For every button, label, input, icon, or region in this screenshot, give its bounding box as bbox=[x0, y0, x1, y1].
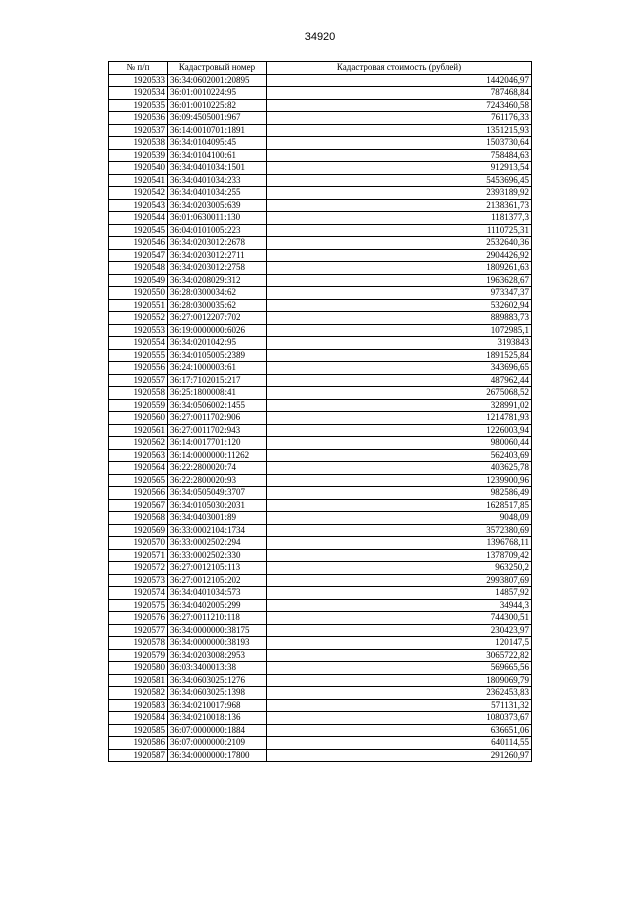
cadastral-number-cell: 36:25:1800008:41 bbox=[168, 387, 267, 400]
cadastral-value-cell: 912913,54 bbox=[267, 162, 532, 175]
table-row bbox=[109, 549, 532, 562]
table-row bbox=[109, 262, 532, 275]
page-number: 34920 bbox=[304, 31, 336, 43]
cadastral-number-cell: 36:24:1000003:61 bbox=[168, 362, 267, 375]
row-number-cell: 1920575 bbox=[109, 599, 168, 612]
cadastral-number-cell: 36:34:0203012:2758 bbox=[168, 262, 267, 275]
cadastral-value-cell: 973347,37 bbox=[267, 287, 532, 300]
cadastral-number-cell: 36:34:0603025:1276 bbox=[168, 674, 267, 687]
cadastral-number-cell: 36:17:7102015:217 bbox=[168, 374, 267, 387]
table-row bbox=[109, 724, 532, 737]
cadastral-value-cell: 1378709,42 bbox=[267, 549, 532, 562]
cadastral-value-cell: 1809069,79 bbox=[267, 674, 532, 687]
cadastral-value-cell: 5453696,45 bbox=[267, 174, 532, 187]
row-number-cell: 1920580 bbox=[109, 662, 168, 675]
table-body bbox=[109, 74, 532, 762]
cadastral-number-cell: 36:34:0203012:2678 bbox=[168, 237, 267, 250]
cadastral-value-cell: 532602,94 bbox=[267, 299, 532, 312]
table-row bbox=[109, 524, 532, 537]
table-row bbox=[109, 124, 532, 137]
cadastral-value-cell: 640114,55 bbox=[267, 737, 532, 750]
table-row bbox=[109, 574, 532, 587]
table-row bbox=[109, 374, 532, 387]
cadastral-value-cell: 487962,44 bbox=[267, 374, 532, 387]
row-number-cell: 1920571 bbox=[109, 549, 168, 562]
cadastral-value-cell: 1181377,3 bbox=[267, 212, 532, 225]
cadastral-number-cell: 36:07:0000000:2109 bbox=[168, 737, 267, 750]
table-row bbox=[109, 437, 532, 450]
table-header bbox=[109, 62, 532, 75]
row-number-cell: 1920561 bbox=[109, 424, 168, 437]
cadastral-number-cell: 36:34:0401034:255 bbox=[168, 187, 267, 200]
row-number-cell: 1920556 bbox=[109, 362, 168, 375]
cadastral-number-cell: 36:03:3400013:38 bbox=[168, 662, 267, 675]
header-cadastral-value: Кадастровая стоимость (рублей) bbox=[267, 62, 532, 75]
cadastral-value-cell: 982586,49 bbox=[267, 487, 532, 500]
table-row bbox=[109, 249, 532, 262]
cadastral-value-cell: 761176,33 bbox=[267, 112, 532, 125]
cadastral-number-cell: 36:28:0300034:62 bbox=[168, 287, 267, 300]
table-row bbox=[109, 74, 532, 87]
cadastral-value-cell: 1442046,97 bbox=[267, 74, 532, 87]
cadastral-value-cell: 1809261,63 bbox=[267, 262, 532, 275]
cadastral-number-cell: 36:14:0000000:11262 bbox=[168, 449, 267, 462]
header-row bbox=[109, 62, 532, 75]
row-number-cell: 1920553 bbox=[109, 324, 168, 337]
cadastral-number-cell: 36:34:0401034:573 bbox=[168, 587, 267, 600]
cadastral-number-cell: 36:34:0000000:38193 bbox=[168, 637, 267, 650]
cadastral-number-cell: 36:34:0506002:1455 bbox=[168, 399, 267, 412]
row-number-cell: 1920576 bbox=[109, 612, 168, 625]
cadastral-number-cell: 36:27:0011702:943 bbox=[168, 424, 267, 437]
cadastral-value-cell: 636651,06 bbox=[267, 724, 532, 737]
cadastral-number-cell: 36:34:0210017:968 bbox=[168, 699, 267, 712]
cadastral-value-cell: 2675068,52 bbox=[267, 387, 532, 400]
cadastral-number-cell: 36:34:0105030:2031 bbox=[168, 499, 267, 512]
cadastral-value-cell: 1891525,84 bbox=[267, 349, 532, 362]
header-row-number: № п/п bbox=[109, 62, 168, 75]
table-row bbox=[109, 674, 532, 687]
cadastral-value-cell: 7243460,58 bbox=[267, 99, 532, 112]
row-number-cell: 1920570 bbox=[109, 537, 168, 550]
row-number-cell: 1920534 bbox=[109, 87, 168, 100]
row-number-cell: 1920533 bbox=[109, 74, 168, 87]
cadastral-value-cell: 569665,56 bbox=[267, 662, 532, 675]
table-row bbox=[109, 224, 532, 237]
row-number-cell: 1920545 bbox=[109, 224, 168, 237]
cadastral-number-cell: 36:34:0000000:38175 bbox=[168, 624, 267, 637]
cadastral-value-cell: 562403,69 bbox=[267, 449, 532, 462]
table-row bbox=[109, 87, 532, 100]
cadastral-value-cell: 14857,92 bbox=[267, 587, 532, 600]
cadastral-number-cell: 36:34:0603025:1398 bbox=[168, 687, 267, 700]
cadastral-number-cell: 36:34:0505049:3707 bbox=[168, 487, 267, 500]
cadastral-value-cell: 230423,97 bbox=[267, 624, 532, 637]
table-row bbox=[109, 299, 532, 312]
cadastral-value-cell: 328991,02 bbox=[267, 399, 532, 412]
row-number-cell: 1920560 bbox=[109, 412, 168, 425]
row-number-cell: 1920586 bbox=[109, 737, 168, 750]
cadastral-value-cell: 2393189,92 bbox=[267, 187, 532, 200]
table-row bbox=[109, 474, 532, 487]
cadastral-value-cell: 3193843 bbox=[267, 337, 532, 350]
table-row bbox=[109, 537, 532, 550]
row-number-cell: 1920537 bbox=[109, 124, 168, 137]
cadastral-value-cell: 1080373,67 bbox=[267, 712, 532, 725]
table-row bbox=[109, 149, 532, 162]
cadastral-number-cell: 36:01:0010225:82 bbox=[168, 99, 267, 112]
table-row bbox=[109, 412, 532, 425]
row-number-cell: 1920567 bbox=[109, 499, 168, 512]
table-row bbox=[109, 174, 532, 187]
row-number-cell: 1920549 bbox=[109, 274, 168, 287]
cadastral-number-cell: 36:27:0012207:702 bbox=[168, 312, 267, 325]
table-row bbox=[109, 162, 532, 175]
cadastral-value-cell: 889883,73 bbox=[267, 312, 532, 325]
table-row bbox=[109, 337, 532, 350]
row-number-cell: 1920550 bbox=[109, 287, 168, 300]
table-row bbox=[109, 137, 532, 150]
table-row bbox=[109, 199, 532, 212]
row-number-cell: 1920546 bbox=[109, 237, 168, 250]
cadastral-number-cell: 36:27:0012105:113 bbox=[168, 562, 267, 575]
row-number-cell: 1920579 bbox=[109, 649, 168, 662]
cadastral-number-cell: 36:34:0000000:17800 bbox=[168, 749, 267, 762]
header-cadastral-number: Кадастровый номер bbox=[168, 62, 267, 75]
row-number-cell: 1920547 bbox=[109, 249, 168, 262]
cadastral-value-cell: 2362453,83 bbox=[267, 687, 532, 700]
table-row bbox=[109, 687, 532, 700]
row-number-cell: 1920544 bbox=[109, 212, 168, 225]
table-row bbox=[109, 699, 532, 712]
cadastral-value-cell: 343696,65 bbox=[267, 362, 532, 375]
table-row bbox=[109, 624, 532, 637]
table-row bbox=[109, 212, 532, 225]
table-row bbox=[109, 487, 532, 500]
row-number-cell: 1920555 bbox=[109, 349, 168, 362]
cadastral-value-cell: 963250,2 bbox=[267, 562, 532, 575]
cadastral-value-cell: 1214781,93 bbox=[267, 412, 532, 425]
row-number-cell: 1920582 bbox=[109, 687, 168, 700]
table-row bbox=[109, 99, 532, 112]
row-number-cell: 1920585 bbox=[109, 724, 168, 737]
table-row bbox=[109, 112, 532, 125]
table-row bbox=[109, 362, 532, 375]
cadastral-number-cell: 36:34:0104095:45 bbox=[168, 137, 267, 150]
cadastral-number-cell: 36:34:0402005:299 bbox=[168, 599, 267, 612]
row-number-cell: 1920566 bbox=[109, 487, 168, 500]
cadastral-value-cell: 980060,44 bbox=[267, 437, 532, 450]
table-row bbox=[109, 599, 532, 612]
table-row bbox=[109, 449, 532, 462]
cadastral-number-cell: 36:34:0203005:639 bbox=[168, 199, 267, 212]
cadastral-number-cell: 36:28:0300035:62 bbox=[168, 299, 267, 312]
table-row bbox=[109, 399, 532, 412]
table-row bbox=[109, 274, 532, 287]
cadastral-number-cell: 36:34:0403001:89 bbox=[168, 512, 267, 525]
table-row bbox=[109, 237, 532, 250]
row-number-cell: 1920573 bbox=[109, 574, 168, 587]
row-number-cell: 1920539 bbox=[109, 149, 168, 162]
cadastral-number-cell: 36:33:0002502:294 bbox=[168, 537, 267, 550]
cadastral-value-cell: 3572380,69 bbox=[267, 524, 532, 537]
table-row bbox=[109, 712, 532, 725]
row-number-cell: 1920536 bbox=[109, 112, 168, 125]
cadastral-number-cell: 36:01:0010224:95 bbox=[168, 87, 267, 100]
table-row bbox=[109, 462, 532, 475]
row-number-cell: 1920557 bbox=[109, 374, 168, 387]
cadastral-value-cell: 120147,5 bbox=[267, 637, 532, 650]
table-row bbox=[109, 512, 532, 525]
cadastral-number-cell: 36:34:0105005:2389 bbox=[168, 349, 267, 362]
cadastral-number-cell: 36:34:0208029:312 bbox=[168, 274, 267, 287]
row-number-cell: 1920548 bbox=[109, 262, 168, 275]
cadastral-number-cell: 36:34:0401034:1501 bbox=[168, 162, 267, 175]
cadastral-number-cell: 36:34:0401034:233 bbox=[168, 174, 267, 187]
cadastral-value-cell: 2904426,92 bbox=[267, 249, 532, 262]
cadastral-value-cell: 403625,78 bbox=[267, 462, 532, 475]
row-number-cell: 1920543 bbox=[109, 199, 168, 212]
table-row bbox=[109, 612, 532, 625]
table-row bbox=[109, 587, 532, 600]
table-row bbox=[109, 737, 532, 750]
row-number-cell: 1920569 bbox=[109, 524, 168, 537]
cadastral-number-cell: 36:27:0011210:118 bbox=[168, 612, 267, 625]
cadastral-value-cell: 1628517,85 bbox=[267, 499, 532, 512]
row-number-cell: 1920578 bbox=[109, 637, 168, 650]
row-number-cell: 1920574 bbox=[109, 587, 168, 600]
cadastral-value-cell: 9048,09 bbox=[267, 512, 532, 525]
cadastral-value-cell: 1072985,1 bbox=[267, 324, 532, 337]
row-number-cell: 1920577 bbox=[109, 624, 168, 637]
row-number-cell: 1920563 bbox=[109, 449, 168, 462]
cadastral-value-cell: 1110725,31 bbox=[267, 224, 532, 237]
cadastral-number-cell: 36:22:2800020:93 bbox=[168, 474, 267, 487]
row-number-cell: 1920568 bbox=[109, 512, 168, 525]
cadastral-value-cell: 1226003,94 bbox=[267, 424, 532, 437]
row-number-cell: 1920587 bbox=[109, 749, 168, 762]
row-number-cell: 1920551 bbox=[109, 299, 168, 312]
cadastral-value-cell: 744300,51 bbox=[267, 612, 532, 625]
table-row bbox=[109, 649, 532, 662]
cadastral-value-cell: 2138361,73 bbox=[267, 199, 532, 212]
row-number-cell: 1920584 bbox=[109, 712, 168, 725]
row-number-cell: 1920562 bbox=[109, 437, 168, 450]
row-number-cell: 1920559 bbox=[109, 399, 168, 412]
cadastral-value-cell: 34944,3 bbox=[267, 599, 532, 612]
cadastral-number-cell: 36:34:0104100:61 bbox=[168, 149, 267, 162]
cadastral-number-cell: 36:34:0210018:136 bbox=[168, 712, 267, 725]
cadastral-number-cell: 36:34:0203012:2711 bbox=[168, 249, 267, 262]
row-number-cell: 1920542 bbox=[109, 187, 168, 200]
table-row bbox=[109, 562, 532, 575]
table-row bbox=[109, 749, 532, 762]
row-number-cell: 1920552 bbox=[109, 312, 168, 325]
cadastral-value-cell: 1239900,96 bbox=[267, 474, 532, 487]
cadastral-number-cell: 36:34:0602001:20895 bbox=[168, 74, 267, 87]
cadastral-value-cell: 1396768,11 bbox=[267, 537, 532, 550]
cadastral-value-cell: 1503730,64 bbox=[267, 137, 532, 150]
cadastral-number-cell: 36:14:0017701:120 bbox=[168, 437, 267, 450]
cadastral-number-cell: 36:07:0000000:1884 bbox=[168, 724, 267, 737]
table-row bbox=[109, 662, 532, 675]
cadastral-number-cell: 36:01:0630011:130 bbox=[168, 212, 267, 225]
cadastral-value-cell: 758484,63 bbox=[267, 149, 532, 162]
cadastral-value-table bbox=[108, 61, 532, 762]
cadastral-value-cell: 2993807,69 bbox=[267, 574, 532, 587]
cadastral-value-cell: 787468,84 bbox=[267, 87, 532, 100]
table-row bbox=[109, 187, 532, 200]
row-number-cell: 1920583 bbox=[109, 699, 168, 712]
table-row bbox=[109, 312, 532, 325]
cadastral-number-cell: 36:33:0002502:330 bbox=[168, 549, 267, 562]
cadastral-number-cell: 36:27:0012105:202 bbox=[168, 574, 267, 587]
table-row bbox=[109, 424, 532, 437]
table-row bbox=[109, 324, 532, 337]
row-number-cell: 1920535 bbox=[109, 99, 168, 112]
table-row bbox=[109, 287, 532, 300]
row-number-cell: 1920558 bbox=[109, 387, 168, 400]
row-number-cell: 1920572 bbox=[109, 562, 168, 575]
row-number-cell: 1920541 bbox=[109, 174, 168, 187]
row-number-cell: 1920538 bbox=[109, 137, 168, 150]
cadastral-value-cell: 2532640,36 bbox=[267, 237, 532, 250]
cadastral-number-cell: 36:09:4505001:967 bbox=[168, 112, 267, 125]
cadastral-number-cell: 36:34:0201042:95 bbox=[168, 337, 267, 350]
cadastral-number-cell: 36:19:0000000:6026 bbox=[168, 324, 267, 337]
table-row bbox=[109, 387, 532, 400]
cadastral-number-cell: 36:33:0002104:1734 bbox=[168, 524, 267, 537]
row-number-cell: 1920554 bbox=[109, 337, 168, 350]
cadastral-value-cell: 1963628,67 bbox=[267, 274, 532, 287]
cadastral-number-cell: 36:22:2800020:74 bbox=[168, 462, 267, 475]
cadastral-number-cell: 36:27:0011702:906 bbox=[168, 412, 267, 425]
table-row bbox=[109, 499, 532, 512]
cadastral-value-cell: 3065722,82 bbox=[267, 649, 532, 662]
cadastral-value-cell: 291260,97 bbox=[267, 749, 532, 762]
cadastral-number-cell: 36:34:0203008:2953 bbox=[168, 649, 267, 662]
cadastral-value-cell: 571131,32 bbox=[267, 699, 532, 712]
row-number-cell: 1920540 bbox=[109, 162, 168, 175]
cadastral-number-cell: 36:14:0010701:1891 bbox=[168, 124, 267, 137]
table-row bbox=[109, 637, 532, 650]
cadastral-value-cell: 1351215,93 bbox=[267, 124, 532, 137]
row-number-cell: 1920564 bbox=[109, 462, 168, 475]
row-number-cell: 1920581 bbox=[109, 674, 168, 687]
table-row bbox=[109, 349, 532, 362]
cadastral-number-cell: 36:04:0101005:223 bbox=[168, 224, 267, 237]
row-number-cell: 1920565 bbox=[109, 474, 168, 487]
